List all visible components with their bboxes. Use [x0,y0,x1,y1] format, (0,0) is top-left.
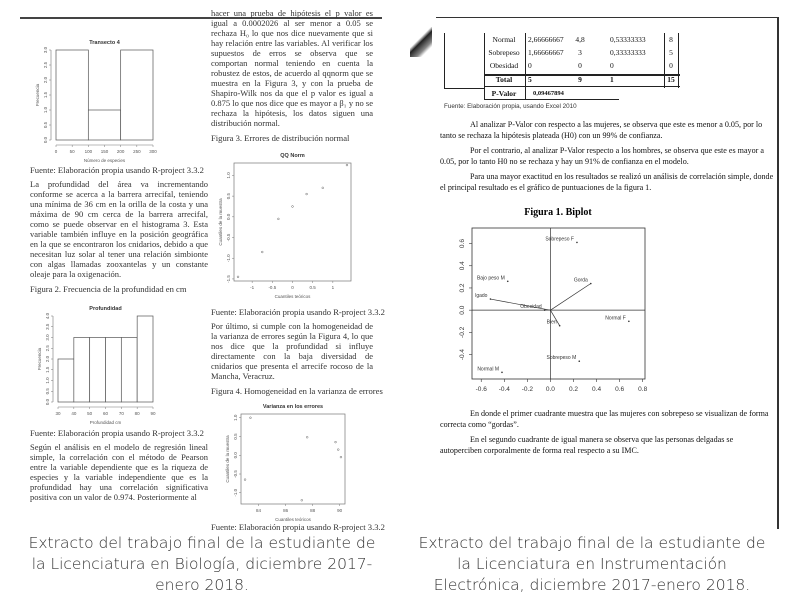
y-tick-label: 0.0 [233,452,238,459]
x-tick-label: -1 [250,285,255,290]
x-tick-label: 80 [134,411,140,416]
x-tick-label: 300 [149,149,157,154]
right-page-border-right [777,17,779,529]
x-tick-label: 40 [71,411,77,416]
x-tick-label: 30 [55,411,61,416]
x-tick-label: 50 [69,149,75,154]
source-caption: Fuente: Elaboración propia usando R-project 3.3.2 [211,522,385,532]
biplot-arrow [550,284,590,311]
histogram-bar [90,338,106,403]
y-tick-label: -0.2 [459,326,466,338]
table-cell: 15 [667,75,675,85]
table-cell: 0 [578,60,582,70]
right-page-border-top [436,17,778,18]
histogram-bar [121,338,137,403]
table-line [678,33,679,88]
figure-caption: Figura 4. Homogeneidad en la varianza de errores [211,386,383,396]
x-tick-label: 0.0 [545,386,555,393]
data-point [261,251,263,253]
table-cell: 0 [528,60,532,70]
chart-title: Profundidad [89,306,122,312]
table-line [664,33,665,88]
data-point [337,449,339,451]
table-cell: 1,66666667 [528,47,564,57]
y-tick-label: 0.5 [233,433,238,440]
data-point [244,479,246,481]
x-axis-label: Cuantiles teóricos [275,517,311,522]
caption-left: Extracto del trabajo final de la estudiante de la Licenciatura en Biología, diciembre 2017-enero 2018. [28,534,376,594]
plot-frame [241,414,345,504]
qq-norm-chart [211,147,361,307]
data-point [490,298,492,300]
results-table [440,33,680,99]
source-caption: Fuente: Elaboración propia usando R-project 3.3.2 [211,307,385,317]
y-tick-label: -1.5 [226,275,231,283]
x-axis-label: Profundidad cm [89,420,122,425]
table-cell: 0,53333333 [610,35,646,44]
y-tick-label: 1.0 [233,414,238,421]
plot-frame [234,163,351,281]
data-point [590,283,592,285]
y-tick-label: 1.5 [43,91,48,99]
table-line [484,86,680,87]
paragraph: Al analizar P-Valor con respecto a las mujeres, se observa que este es menor a 0.05, por lo tanto se rechaza la hipótesis plateada (H0) con un 99% de confianza. [440,120,763,140]
y-tick-label: 1.0 [45,377,50,384]
data-point [559,325,561,327]
paragraph: Por el contrario, al analizar P-Valor respecto a los hombres, se observa que este es mayor a 0.05, por lo tanto H0 no se rechaza y hay un 91% de confianza en el modelo. [440,146,764,166]
data-point [578,360,580,362]
source-caption: Fuente: Elaboración propia, usando Excel 2010 [444,103,577,110]
biplot-chart [440,201,660,396]
figure-caption: Figura 3. Errores de distribución normal [211,133,350,143]
y-tick-label: -0.4 [459,348,466,361]
data-point [237,276,239,278]
x-tick-label: 50 [87,411,93,416]
histogram-bar [74,338,90,403]
x-tick-label: 90 [337,508,343,513]
y-tick-label: 0.0 [459,305,466,315]
histogram-bar [56,50,88,140]
left-page-column-1 [30,30,208,507]
x-tick-label: 1 [331,285,335,290]
x-tick-label: 150 [100,149,109,154]
table-stub-line [444,33,445,88]
x-tick-label: 100 [84,149,93,154]
y-tick-label: 1.5 [45,366,50,373]
y-tick-label: 1.0 [226,172,231,179]
y-tick-label: 2.0 [43,76,48,84]
y-tick-label: -0.5 [233,470,238,478]
y-tick-label: 2.5 [43,61,48,69]
data-point [322,187,324,189]
source-caption: Fuente: Elaboración propia usando R-project 3.3.2 [30,428,204,438]
table-cell: 9 [578,75,582,85]
row-label: Normal [492,35,516,44]
data-point [576,242,578,244]
left-page-column-2 [211,8,385,536]
table-cell: 5 [528,75,532,85]
table-cell: 3 [578,47,582,57]
point-label: Obesidad [520,304,542,311]
point-label: Bajo peso M [476,275,505,282]
y-tick-label: 0.4 [459,261,466,271]
y-tick-label: 2.0 [45,355,50,363]
data-point [340,456,342,458]
data-point [306,193,308,195]
point-label: Normal F [605,315,626,322]
paragraph: En donde el primer cuadrante muestra que las mujeres con sobrepeso se visualizan de forma correcta como “gordas”. [440,409,769,429]
x-tick-label: -0.6 [475,386,487,393]
x-tick-label: -0.2 [521,386,533,393]
table-cell: 1 [610,75,614,85]
data-point [306,436,308,438]
y-tick-label: 3.0 [45,334,50,341]
y-tick-label: -0.5 [226,233,231,242]
data-point [292,206,294,208]
point-label: lgado [475,293,488,300]
y-axis-label: Frecuencia [35,83,40,107]
y-tick-label: 4.0 [45,312,50,320]
x-tick-label: 0.4 [592,386,602,393]
right-page-content [440,33,774,460]
paragraph: La profundidad del área va incrementando conforme se acerca a la barrera arrecifal, teniendo una mínima de 36 cm en la orilla de la costa y una máxima de 90 cm cerca de la barrera arrecifal, como se puede observar en el histograma 3. Esta variable también influye en la posición geográfica en la que se encontraron los cnidarios, debido a que necesitan luz solar al tener una relación simbionte con algas llamadas zooxantelas y un constante oleaje para la oxigenación. [30,179,208,279]
y-tick-label: 2.5 [45,345,50,352]
x-tick-label: 88 [310,508,316,513]
y-axis-label: Cuantiles de la muestra [218,198,223,246]
x-tick-label: 0.8 [638,386,648,393]
paragraph: Para una mayor exactitud en los resultados se realizó un análisis de correlación simple, donde el principal resultado es el gráfico de puntuaciones de la figura 1. [440,172,774,192]
x-tick-label: 200 [116,149,125,154]
data-point [544,309,546,311]
x-tick-label: 60 [102,411,109,416]
paragraph: En el segundo cuadrante de igual manera se observa que las personas delgadas se autoperciben corporalmente de forma real respecto a su IMC. [440,435,734,455]
table-line [525,33,526,99]
paragraph: hacer una prueba de hipótesis el p valor es igual a 0.0002026 al ser menor a 0.05 se rechaza H₀ lo que nos dice nuevamente que si hay relación entre las variables. Al verificar los supuestos de erros se observa que se comportan normal teniendo en cuenta la robustez de estos, de acuerdo al qqnorm que se muestra en la Figura 3, y con la prueba de Shapiro-Wilk nos da que el p valor es igual a 0.875 lo que nos dice que es mayor a β₁ y no se rechaza la hipótesis, los datos siguen una distribución normal. [211,8,373,128]
histogram-bar [58,359,74,402]
histogram-bar [121,50,153,140]
x-tick-label: -0.5 [268,285,277,290]
y-tick-label: 3.5 [45,323,50,330]
paragraph: Por último, si cumple con la homogeneidad de la varianza de errores según la Figura 4, lo que nos dice que la profundidad si influye directamente con la baja diversidad de cnidarios que presenta el arrecife rocoso de la Mancha, Veracruz. [211,321,373,381]
point-label: Bien [546,319,557,326]
y-tick-label: 0.2 [459,283,466,293]
table-cell: 0 [610,60,614,70]
y-tick-label: -1.0 [233,488,238,497]
x-tick-label: 70 [118,411,124,416]
y-tick-label: 0.5 [226,192,231,200]
histogram-bar [88,110,120,140]
table-cell: 0,33333333 [610,47,646,57]
x-tick-label: 84 [256,508,262,513]
histogram-bar [106,338,122,403]
x-axis-label: Cuantiles teóricos [274,294,311,299]
point-label: Sobrepeso M [546,355,577,362]
y-tick-label: 1.0 [43,106,48,114]
x-tick-label: 0.2 [568,386,579,393]
figure-caption: Figura 2. Frecuencia de la profundidad en cm [30,284,187,294]
table-cell: 4,8 [575,35,585,44]
point-label: Sobrepeso F [545,236,574,243]
chart-title: QQ Norm [280,153,305,159]
row-label: Total [495,75,513,85]
row-label: Obesidad [489,60,519,70]
x-tick-label: 0 [291,285,294,290]
caption-right: Extracto del trabajo final de la estudiante de la Licenciatura en Instrumentación Electrónica, diciembre 2017-enero 2018. [418,534,766,594]
point-label: Gorda [573,277,588,284]
table-cell: 5 [669,47,673,57]
table-cell: 0 [669,60,673,70]
chart-title: Varianza en los errores [262,404,324,410]
row-label: Sobrepeso [488,47,520,57]
y-tick-label: 3.0 [43,46,48,54]
x-tick-label: 0.6 [615,386,625,393]
table-line [484,99,619,100]
table-cell: 8 [669,35,673,44]
x-tick-label: 0 [54,149,58,154]
y-axis-label: Cuantiles de la muestra [225,435,230,483]
y-tick-label: 0.0 [45,398,50,406]
results-table-wrapper [440,33,774,99]
x-tick-label: -0.4 [498,386,510,393]
varianza-errores-chart [215,400,360,522]
y-tick-label: -1.0 [226,254,231,263]
point-label: Normal M [477,366,499,373]
data-point [250,417,252,419]
data-point [301,499,303,501]
x-tick-label: 0.5 [309,285,316,290]
chart-title: Figura 1. Biplot [524,207,592,218]
data-point [501,372,503,374]
table-cell: 2,66666667 [528,35,564,44]
data-point [335,441,337,443]
y-tick-label: 0.0 [226,213,231,220]
data-point [277,218,279,220]
x-tick-label: 250 [133,149,141,154]
y-tick-label: 0.5 [43,121,48,129]
pvalue: 0,09467894 [533,90,564,97]
data-point [346,164,348,166]
x-axis-label: Número de especies [83,158,126,163]
data-point [628,320,630,322]
y-axis-label: Frecuencia [37,347,42,371]
data-point [507,280,509,282]
y-tick-label: 0.0 [43,136,48,144]
x-tick-label: 86 [283,508,289,513]
table-stub-line [444,88,484,89]
histogram-bar [137,316,153,402]
y-tick-label: 0.6 [459,239,466,249]
source-caption: Fuente: Elaboración propia usando R-project 3.3.2 [30,165,204,175]
pvalue-label: P-Valor [491,89,517,98]
histogram-profundidad [28,298,168,428]
y-tick-label: 0.5 [45,388,50,395]
histogram-transecto-4 [28,30,168,165]
table-line [484,33,485,99]
paragraph: Según el análisis en el modelo de regresión lineal simple, la correlación con el método de Pearson entre la variable dependiente que es la riqueza de especies y la variable independiente que es la profundidad hay una correlación significativa positiva con un valor de 0.974. Posteriormente al [30,442,208,502]
x-tick-label: 90 [150,411,156,416]
chart-title: Transecto 4 [89,40,120,46]
scan-shadow [410,27,432,57]
